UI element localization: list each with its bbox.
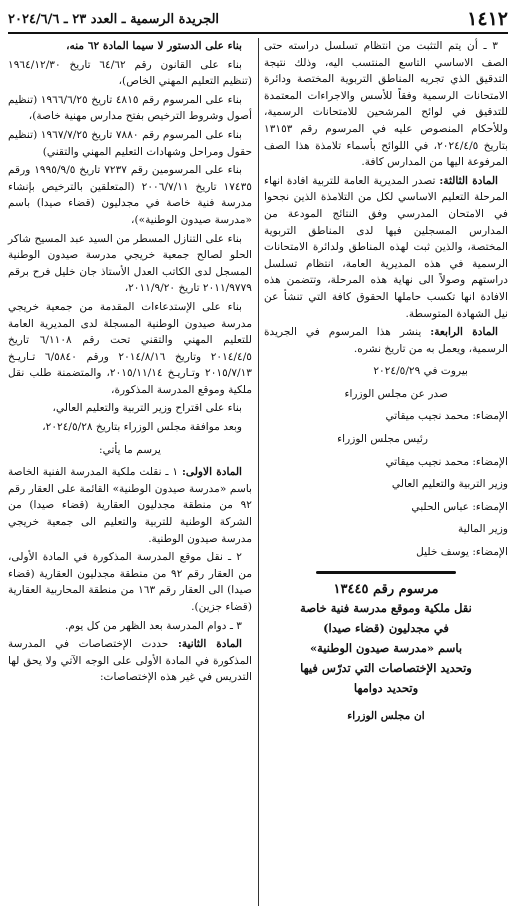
decree-subtitle: وتحديد الإختصاصات التي تدرّس فيها xyxy=(300,661,472,676)
signature-line: وزير التربية والتعليم العالي xyxy=(391,478,508,491)
article-label: المادة الثالثة: xyxy=(439,174,499,187)
paragraph: وبعد موافقة مجلس الوزراء بتاريخ ٢٠٢٤/٥/٢٨، xyxy=(42,421,242,434)
column-divider xyxy=(258,38,259,906)
signature-line: صدر عن مجلس الوزراء xyxy=(344,387,448,400)
article-text: ١ ـ نقلت ملكية المدرسة الفنية الخاصة باسم «مدرسة صيدون الوطنية» القائمة على العقار رقم ٩٢ من منطقة مجدليون العقارية (قضاء صيدا) من الشركة الوطنية للتربية والتعليم الى جمعية خريجي مدرسة صيدون الوطنية. xyxy=(8,466,252,545)
decree-title: مرسوم رقم ١٣٤٤٥ xyxy=(333,581,439,597)
page-header xyxy=(8,6,508,34)
article-4 xyxy=(264,324,508,357)
article-label: المادة الثانية: xyxy=(177,638,242,651)
decree-subtitle: باسم «مدرسة صيدون الوطنية» xyxy=(309,641,463,656)
signature-line: الإمضاء: محمد نجيب ميقاتي xyxy=(385,455,508,468)
article-label: المادة الاولى: xyxy=(181,466,242,479)
article-2 xyxy=(8,636,252,686)
section-heading: بناء على الدستور لا سيما المادة ٦٢ منه، xyxy=(66,40,242,52)
signature-line: الإمضاء: يوسف خليل xyxy=(416,546,508,559)
signature-line: وزير المالية xyxy=(457,523,508,536)
paragraph: بناء على المرسوم رقم ٧٨٨٠ تاريخ ١٩٦٧/٧/٢٥ (تنظيم حقول ومراحل وشهادات التعليم المهني والتقني) xyxy=(8,128,252,158)
article-text: حددت الإختصاصات في المدرسة المذكورة في المادة الأولى على الوجه الآتي ولا يحق لها التدريس في غير هذه الإختصاصات: xyxy=(8,638,252,684)
date-line: بيروت في ٢٠٢٤/٥/٢٩ xyxy=(373,365,468,378)
paragraph: بناء على التنازل المسطر من السيد عبد المسيح شاكر الحلو لصالح جمعية خريجي مدرسة صيدون الوطنية المسجل لدى الكاتب العدل الأستاذ جان خليل فرح برقم ٢٠١١/٩٧٧٩ تاريخ ٢٠١١/٩/٢٠، xyxy=(8,232,252,295)
decree-opening: ان مجلس الوزراء xyxy=(347,710,425,723)
signature-line: الإمضاء: عباس الحلبي xyxy=(411,500,508,513)
left-column xyxy=(8,38,252,688)
decrees-line: يرسم ما يأتي: xyxy=(99,443,161,456)
separator-line xyxy=(316,571,456,574)
paragraph: ٢ ـ نقل موقع المدرسة المذكورة في المادة الأولى، من العقار رقم ٩٢ من منطقة مجدليون العقارية (قضاء صيدا) الى العقار رقم ١٦٣ من منطقة المحاربية العقارية (قضاء جزين). xyxy=(8,551,252,613)
article-1 xyxy=(8,464,252,547)
article-text: تصدر المديرية العامة للتربية افادة انهاء المرحلة التعليم الاساسي لكل من التلامذة الذين نجحوا في الامتحان المدرسي وفق النتائج المودعة من المدارس المسجلين فيها لدى المناطق التربوية المختصة، والذين ثبت لهذه المناطق ولدائرة الامتحانات الرسمية في هذه المديرية العامة، انتظام تسلسل دراستهم وصولاً الى نهاية هذه المرحلة، وتتضمن هذه الافادة انها تكسب حاملها الحقوق كافة التي تنشأ عن نيل الشهادة المتوسطة. xyxy=(264,174,508,320)
page-number: ١٤١٢ xyxy=(467,8,508,30)
decree-subtitle: وتحديد دوامها xyxy=(353,681,419,696)
paragraph: بناء على المرسوم رقم ٤٨١٥ تاريخ ١٩٦٦/٦/٢٥ (تنظيم أصول وشروط الترخيص بفتح مدارس مهنية خاصة)، xyxy=(8,93,252,123)
decree-subtitle: نقل ملكية وموقع مدرسة فنية خاصة xyxy=(300,601,472,616)
right-column xyxy=(264,38,508,727)
article-label: المادة الرابعة: xyxy=(430,326,498,339)
paragraph: بناء على القانون رقم ٦٤/٦٢ تاريخ ١٩٦٤/١٢/٣٠ (تنظيم التعليم المهني الخاص)، xyxy=(8,58,252,88)
article-3 xyxy=(264,173,508,322)
paragraph: بناء على الإستدعاءات المقدمة من جمعية خريجي مدرسة صيدون الوطنية المسجلة لدى المديرية العامة للتعليم المهني والتقني تحت رقم ٦/١١٠٨ تاريخ ٢٠١٤/٤/٥ وتاريخ ٢٠١٤/٨/١٦ ورقم ٦/٥٨٤٠ تـاريـخ ٢٠١٥/٧/١٣ وتـاريـخ ٢٠١٥/١١/١٤، والمتضمنة طلب نقل ملكية وموقع المدرسة المذكورة، xyxy=(8,300,252,396)
paragraph: بناء على اقتراح وزير التربية والتعليم العالي، xyxy=(52,402,242,415)
signature-line: الإمضاء: محمد نجيب ميقاتي xyxy=(385,410,508,423)
paragraph: ٣ ـ دوام المدرسة بعد الظهر من كل يوم. xyxy=(65,619,242,632)
decree-subtitle: في مجدليون (قضاء صيدا) xyxy=(323,621,449,636)
paragraph: ٣ ـ أن يتم التثبت من انتظام تسلسل دراسته حتى الصف الاساسي التاسع المنتسب اليه، وذلك نتيجة التدقيق الذي تجريه المناطق التربوية المختصة ودائرة الامتحانات الرسمية وفقاً للأسس والاجراءات المعتمدة للتدقيق في لوائح المرشحين للامتحانات الرسمية، وللأحكام المنصوص عليه في المرسوم رقم ١٣١٥٣ بتاريخ ٢٠٢٤/٤/٥، في اللوائح بأسماء تلامذة هذا الصف المرفوعة اليها من المدارس كافة. xyxy=(264,40,508,169)
signature-line: رئيس مجلس الوزراء xyxy=(337,433,428,446)
gazette-title: الجريدة الرسمية ـ العدد ٢٣ ـ ٢٠٢٤/٦/٦ xyxy=(8,11,220,27)
paragraph: بناء على المرسومين رقم ٧٢٣٧ تاريخ ١٩٩٥/٩/٥ ورقم ١٧٤٣٥ تاريخ ٢٠٠٦/٧/١١ (المتعلقين بالترخيص بإنشاء مدرسة فنية خاصة في مجدليون (قضاء صيدا) باسم «مدرسة صيدون الوطنية»)، xyxy=(8,164,252,226)
article-text: ينشر هذا المرسوم في الجريدة الرسمية، ويعمل به من تاريخ نشره. xyxy=(264,326,508,355)
